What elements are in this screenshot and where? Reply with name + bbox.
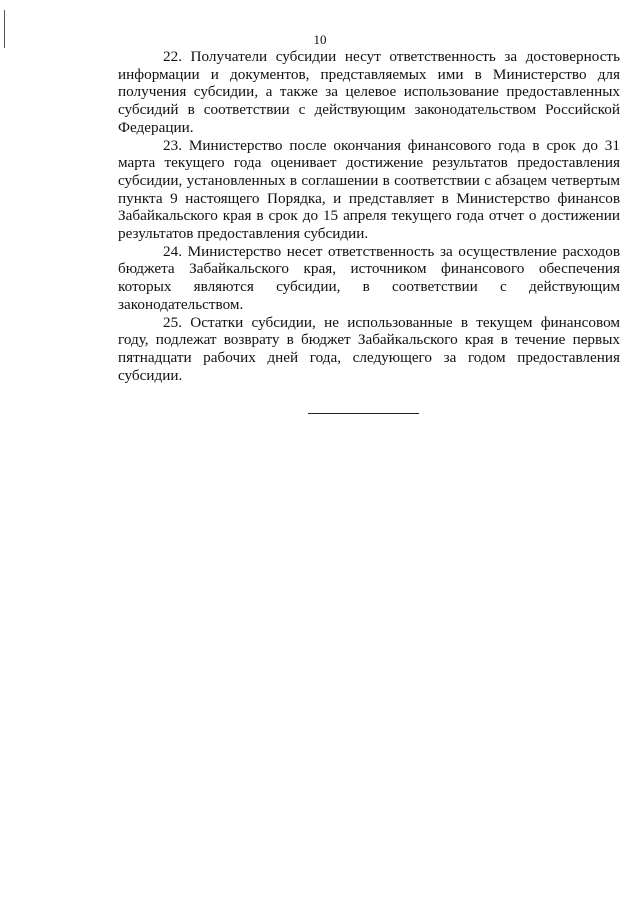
paragraph-25: 25. Остатки субсидии, не использованные в текущем финансовом году, подлежат возврату в бюджет Забайкальского края в течение первых пятнадцати рабочих дней года, следующего за годом предоставления субсидии. <box>118 313 620 384</box>
paragraph-24: 24. Министерство несет ответственность за осуществление расходов бюджета Забайкальского края, источником финансового обеспечения которых являются субсидии, в соответствии с действующим законодательством. <box>118 242 620 313</box>
end-separator-line <box>308 413 419 414</box>
paragraph-23: 23. Министерство после окончания финансового года в срок до 31 марта текущего года оценивает достижение результатов предоставления субсидии, установленных в соглашении в соответствии с абзацем четвертым пункта 9 настоящего Порядка, и представляет в Министерство финансов Забайкальского края в срок до 15 апреля текущего года отчет о достижении результатов предоставления субсидии. <box>118 136 620 243</box>
document-body <box>118 48 620 384</box>
paragraph-22: 22. Получатели субсидии несут ответственность за достоверность информации и документов, представляемых ими в Министерство для получения субсидии, а также за целевое использование предоставленных субсидий в соответствии с действующим законодательством Российской Федерации. <box>118 48 620 136</box>
page-number: 10 <box>313 32 327 47</box>
